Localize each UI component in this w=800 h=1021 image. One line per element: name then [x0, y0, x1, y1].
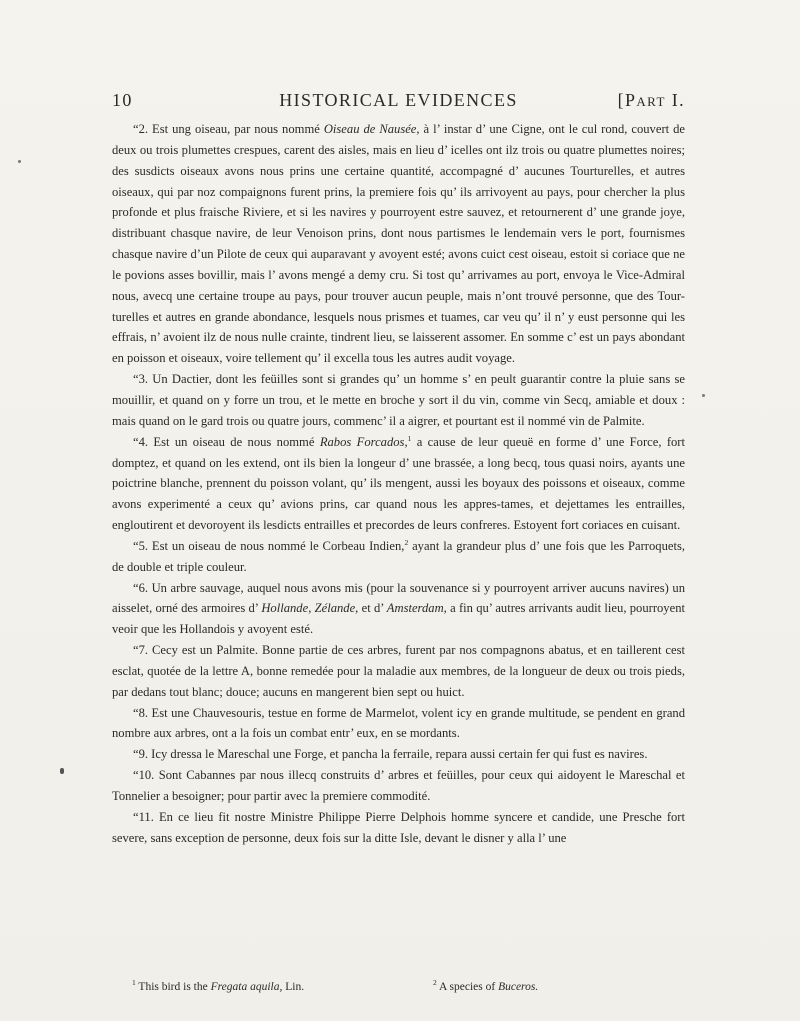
italic-term: Hollande, Zélande,	[261, 601, 359, 616]
text-run: a cause de leur queuë en forme d’ une Force, fort domptez, et quand on les extend, ont ils bien la longeur d’ une brassée, a long becq, tous quasi noirs, ayants une poictrine blanche, prennent du poisson volant, qu’ ils mengent, aussi les boyaux des poissons et oiseaux, comme avons experimenté a ceux qu’ avions prins, car quand nous les appres-tames, et dejettames les entrailles, engloutirent et devoroyent ils lesdicts entrailles et precordes de leurs confreres. Estoyent fort coriaces en cuisant.	[112, 434, 686, 533]
page-speck	[18, 160, 21, 163]
footnote-mark: 1	[132, 978, 136, 987]
paragraph	[112, 432, 685, 536]
paragraph	[112, 744, 685, 765]
paragraph	[112, 703, 685, 745]
footnote-italic: Buceros.	[498, 981, 539, 993]
running-title: HISTORICAL EVIDENCES	[279, 90, 518, 110]
footnote-text: Lin.	[282, 981, 305, 993]
text-run: “8. Est une Chauvesouris, testue en forme de Marmelot, volent icy en grande multitude, se pendent en grand nombre aux arbres, ont a la fois un combat entr’ eux, en se mordants.	[112, 705, 685, 741]
text-run: ayant la grandeur plus d’ une fois que les Parroquets, de double et triple couleur.	[112, 538, 686, 574]
footnote-1	[132, 980, 304, 994]
text-run: “3. Un Dactier, dont les feüilles sont si grandes qu’ un homme s’ en peult guarantir contre la pluie sans se mouillir, et quand on y forre un trou, et le mette en broche y sort il du vin, comme vin Secq, amiable et doux : mais quand on le gard trois ou quatre jours, commenc’ il a aigrer, et pourtant est il nommé vin de Palmite.	[112, 372, 685, 428]
text-run: “9. Icy dressa le Mareschal une Forge, et pancha la ferraile, repara aussi certain fer qui fust es navires.	[133, 747, 648, 762]
running-header	[112, 90, 685, 116]
paragraph	[112, 536, 685, 578]
paragraph	[112, 369, 685, 432]
page-number: 10	[112, 90, 133, 110]
footnote-ref: 2	[404, 537, 409, 547]
paragraph	[112, 640, 685, 703]
footnote-text: A species of	[436, 981, 499, 993]
footnote-2	[433, 980, 538, 994]
text-run: à l’ instar d’ une Cigne, ont le cul rond, couvert de deux ou trois plumettes crespues, carent des aisles, mais en lieu d’ icelles ont ilz trois ou quatre plumettes noires; des susdicts oiseaux avons nous prins une certaine quantité, accompagné d’ aucunes Tourturelles, et autres oiseaux, qui par noz compaignons furent prins, la premiere fois qu’ ils arrivoyent au pays, pour chercher la plus profonde et plus fraische Riviere, et si les navires y pourroyent estre sauvez, et retournerent d’ une grande joye, distribuant chasque navire, de leur Venoison prins, dont nous partismes le lendemain vers le port, fournismes chasque navire d’un Pilote de ceux qui auparavant y avoyent esté; avons cuict cest oiseau, estoit si coriace que ne le povions asses bovillir, mais l’ avons mengé a demy cru. Si tost qu’ arrivames au port, envoya le Vice-Admiral nous, avecq une certaine troupe au pays, pour trouver aucun peuple, mais n’ont trouvé personne, que des Tour-turelles et autres en grande abondance, lesquels nous prismes et tuames, car veu qu’ il n’ y eust personne qui les effrais, n’ avoient ilz de nous nulle crainte, tindrent lieu, se laisserent assomer. En somme c’ est un pays abondant en poisson et oiseaux, voire tellement qu’ il excella tous les autres audit voyage.	[112, 122, 686, 366]
text-run: “6. Un arbre sauvage, auquel nous avons mis (pour la souvenance si y pourroyent arriver aucuns navires) un aisselet, orné des armoires d’	[112, 580, 685, 616]
paragraph	[112, 807, 685, 849]
paragraph	[112, 119, 685, 369]
footnote-italic: Fregata aquila,	[210, 981, 283, 993]
text-run: “5. Est un oiseau de nous nommé le Corbeau Indien,	[133, 538, 405, 553]
main-text	[112, 119, 685, 849]
page-speck	[702, 394, 705, 397]
text-run: “2. Est ung oiseau, par nous nommé	[133, 122, 324, 136]
margin-ink-mark	[60, 768, 64, 774]
italic-term: Amsterdam,	[386, 601, 447, 616]
italic-term: Rabos Forcados,	[319, 434, 408, 449]
part-label: [Part I.	[617, 90, 685, 110]
footnote-mark: 2	[433, 978, 437, 987]
footnote-text: This bird is the	[135, 981, 211, 993]
footnote-ref: 1	[407, 433, 412, 443]
text-run: et d’	[358, 601, 387, 616]
text-run: “11. En ce lieu fit nostre Ministre Philippe Pierre Delphois homme syncere et candide, une Presche fort severe, sans exception de personne, deux fois sur la ditte Isle, devant le disner y alla l’ une	[112, 809, 685, 845]
paragraph	[112, 578, 685, 641]
text-run: “10. Sont Cabannes par nous illecq construits d’ arbres et feüilles, pour ceux qui aidoyent le Mareschal et Tonnelier a besoigner; pour partir avec la premiere commodité.	[112, 768, 685, 803]
text-run: a fin qu’ autres arrivants audit lieu, pourroyent veoir que les Hollandois y avoyent esté.	[112, 601, 685, 637]
text-run: “4. Est un oiseau de nous nommé	[133, 434, 320, 449]
text-run: “7. Cecy est un Palmite. Bonne partie de ces arbres, furent par nos compagnons abatus, et en taillerent cest esclat, quotée de la lettre A, bonne remedée pour la maladie aux membres, de la longueur de deux ou trois pieds, par dedans tout blanc; douce; aucuns en mangerent bien sept ou huict.	[112, 643, 685, 699]
paragraph	[112, 765, 685, 807]
italic-term: Oiseau de Nausée,	[323, 122, 420, 136]
